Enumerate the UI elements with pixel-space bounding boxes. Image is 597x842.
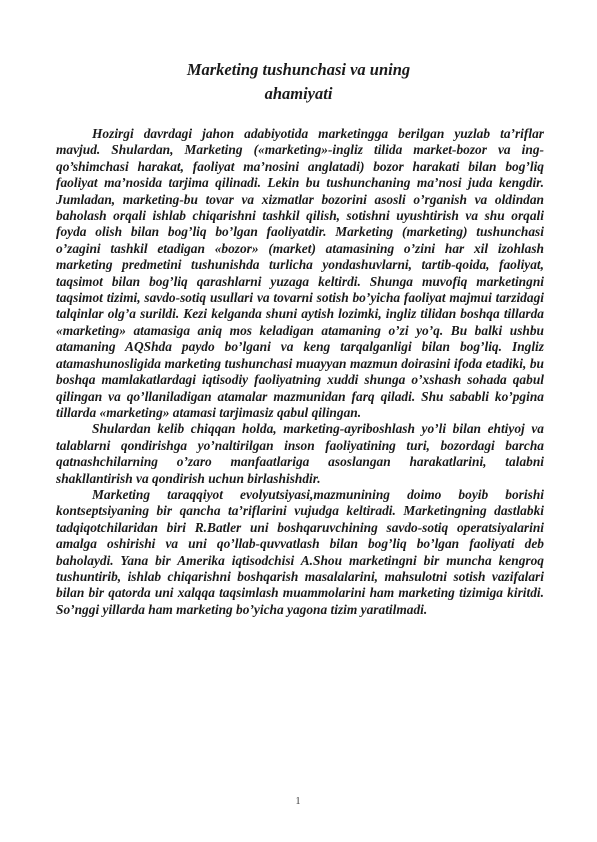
paragraph: Shulardan kelib chiqqan holda, marketing-ayriboshlash yo’li bilan ehtiyoj va talablarni qondirishga yo’naltirilgan inson faoliyatining turi, bozordagi barcha qatnashchilarning o’zaro manfaatlariga asoslangan harakatlarini, talabni shakllantirish va qondirish uchun birlashishdir. xyxy=(56,421,544,486)
title-line-2: ahamiyati xyxy=(264,84,333,103)
body-text xyxy=(56,126,544,618)
page-title xyxy=(120,58,477,106)
paragraph: Hozirgi davrdagi jahon adabiyotida marketingga berilgan yuzlab ta’riflar mavjud. Shulardan, Marketing («marketing»-ingliz tilida market-bozor va ing- qo’shimchasi harakat, faoliyat ma’nosini anglatadi) bozor harakati bilan bog’liq faoliyat ma’nosida tarjima qilinadi. Lekin bu tushunchaning ma’nosi juda kengdir. Jumladan, marketing-bu tovar va xizmatlar bozorini asosli o’rganish va oldindan baholash orqali ishlab chiqarishni tashkil qilish, sotishni uyushtirish va shu orqali foyda olish bilan bog’liq bo’lgan faoliyatdir. Marketing (marketing) tushunchasi o’zagini tashkil etadigan «bozor» (market) atamasining o’zini har xil izohlash marketing predmetini tushunishda turlicha yondashuvlarni, tartib-qoida, faoliyat, taqsimot bilan bog’liq qarashlarni yuzaga keltirdi. Shunga muvofiq marketingni taqsimot tizimi, savdo-sotiq usullari va tovarni sotish bo’yicha faoliyat majmui tarzidagi talqinlar olg’a surildi. Kezi kelganda shuni aytish lozimki, ingliz tilidan boshqa tillarda «marketing» atamasiga aniq mos keladigan atamaning o’zi yo’q. Bu balki ushbu atamaning AQShda paydo bo’lgani va keng tarqalganligi bilan bog’liq. Ingliz atamashunosligida marketing tushunchasi muayyan mazmun doirasini ifoda etadiki, bu boshqa mamlakatlardagi iqtisodiy faoliyatning xuddi shunga o’xshash sohada qabul qilingan va qo’llaniladigan atamalar mazmunidan farq qiladi. Shu sababli ko’pgina tillarda «marketing» atamasi tarjimasiz qabul qilingan. xyxy=(56,126,544,420)
paragraph: Marketing taraqqiyot evolyutsiyasi,mazmunining doimo boyib borishi kontseptsiyaning bir qancha ta’riflarini vujudga keltiradi. Marketingning dastlabki tadqiqotchilaridan biri R.Batler uni boshqaruvchining savdo-sotiq operatsiyalarini amalga oshirishi va uni qo’llab-quvvatlash bilan bog’liq bo’lgan faoliyati deb baholaydi. Yana bir Amerika iqtisodchisi A.Shou marketingni bir muncha kengroq tushuntirib, ishlab chiqarishni boshqarish masalalarini, mahsulotni sotish vazifalari bilan bir qatorda uni xalqqa taqsimlash muammolarini ham marketing tizimiga kiritdi. So’nggi yillarda ham marketing bo’yicha yagona tizim yaratilmadi. xyxy=(56,486,544,617)
page-number: 1 xyxy=(295,796,301,807)
title-line-1: Marketing tushunchasi va uning xyxy=(186,60,411,79)
